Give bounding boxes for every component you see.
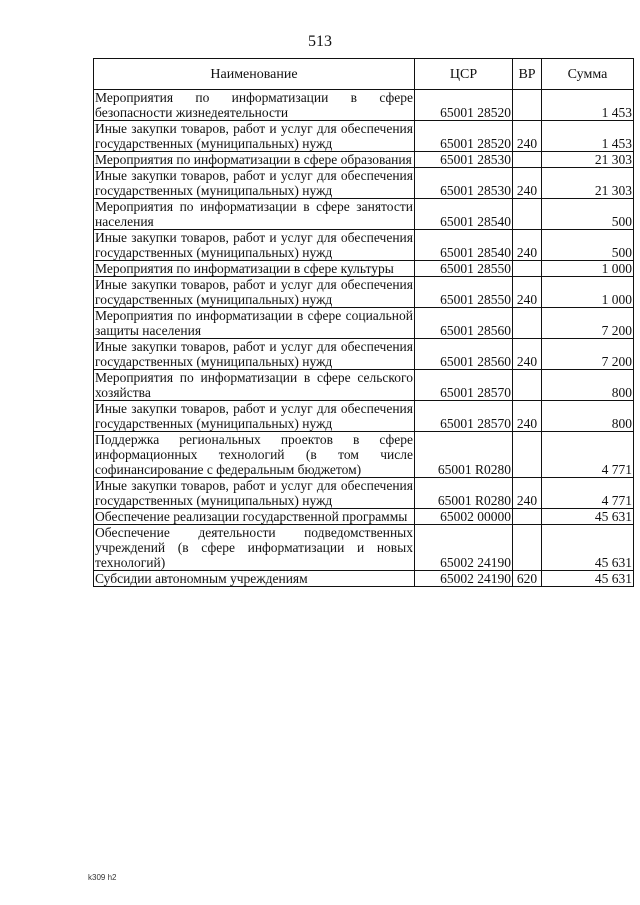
row-name: Мероприятия по информатизации в сфере образования — [94, 152, 415, 168]
row-csr: 65002 24190 — [415, 525, 513, 571]
row-csr: 65002 24190 — [415, 571, 513, 587]
row-sum: 45 631 — [542, 525, 634, 571]
page-number: 513 — [308, 33, 332, 50]
row-sum: 1 453 — [542, 121, 634, 152]
row-vr: 620 — [513, 571, 542, 587]
row-csr: 65001 28530 — [415, 168, 513, 199]
table-row — [94, 277, 634, 308]
row-sum: 1 000 — [542, 261, 634, 277]
row-csr: 65001 28550 — [415, 277, 513, 308]
row-sum: 21 303 — [542, 152, 634, 168]
row-name: Иные закупки товаров, работ и услуг для обеспечения государственных (муниципальных) нужд — [95, 121, 413, 151]
row-vr: 240 — [513, 401, 542, 432]
column-header-csr: ЦСР — [415, 59, 513, 90]
row-csr: 65001 28540 — [415, 199, 513, 230]
table-row — [94, 478, 634, 509]
row-csr: 65002 00000 — [415, 509, 513, 525]
table-row — [94, 370, 634, 401]
row-sum: 4 771 — [542, 432, 634, 478]
row-sum: 21 303 — [542, 168, 634, 199]
row-name: Мероприятия по информатизации в сфере культуры — [94, 261, 415, 277]
table-row — [94, 308, 634, 339]
row-vr — [513, 525, 542, 571]
row-sum: 4 771 — [542, 478, 634, 509]
row-name: Иные закупки товаров, работ и услуг для обеспечения государственных (муниципальных) нужд — [95, 339, 413, 369]
table-row — [94, 509, 634, 525]
table-row — [94, 571, 634, 587]
row-csr: 65001 28540 — [415, 230, 513, 261]
row-vr — [513, 261, 542, 277]
row-csr: 65001 28570 — [415, 370, 513, 401]
column-header-sum: Сумма — [542, 59, 634, 90]
column-header-vr: ВР — [513, 59, 542, 90]
row-sum: 45 631 — [542, 509, 634, 525]
table-body — [94, 90, 634, 587]
row-csr: 65001 28520 — [415, 90, 513, 121]
row-vr: 240 — [513, 478, 542, 509]
row-sum: 500 — [542, 230, 634, 261]
row-sum: 800 — [542, 401, 634, 432]
row-csr: 65001 28530 — [415, 152, 513, 168]
row-csr: 65001 28570 — [415, 401, 513, 432]
table-row — [94, 168, 634, 199]
table-row — [94, 230, 634, 261]
table-row — [94, 339, 634, 370]
table-row — [94, 121, 634, 152]
row-name: Поддержка региональных проектов в сфере информационных технологий (в том числе софинансирование с федеральным бюджетом) — [95, 432, 413, 477]
row-vr — [513, 90, 542, 121]
row-sum: 7 200 — [542, 339, 634, 370]
row-vr: 240 — [513, 339, 542, 370]
row-vr: 240 — [513, 168, 542, 199]
row-name: Иные закупки товаров, работ и услуг для обеспечения государственных (муниципальных) нужд — [95, 168, 413, 198]
column-header-name: Наименование — [94, 59, 415, 90]
row-vr — [513, 509, 542, 525]
row-vr — [513, 370, 542, 401]
row-vr — [513, 308, 542, 339]
row-sum: 1 000 — [542, 277, 634, 308]
row-csr: 65001 R0280 — [415, 478, 513, 509]
row-vr — [513, 199, 542, 230]
row-vr: 240 — [513, 121, 542, 152]
table-header-row — [94, 59, 634, 90]
row-vr — [513, 152, 542, 168]
row-csr: 65001 28560 — [415, 339, 513, 370]
row-csr: 65001 R0280 — [415, 432, 513, 478]
table-row — [94, 199, 634, 230]
row-name: Иные закупки товаров, работ и услуг для обеспечения государственных (муниципальных) нужд — [95, 230, 413, 260]
table-row — [94, 432, 634, 478]
footer-code: k309 h2 — [88, 873, 117, 882]
row-name: Обеспечение деятельности подведомственных учреждений (в сфере информатизации и новых технологий) — [95, 525, 413, 570]
row-name: Мероприятия по информатизации в сфере безопасности жизнедеятельности — [95, 90, 413, 120]
row-name: Мероприятия по информатизации в сфере занятости населения — [95, 199, 413, 229]
row-csr: 65001 28560 — [415, 308, 513, 339]
row-sum: 45 631 — [542, 571, 634, 587]
row-name: Обеспечение реализации государственной программы — [94, 509, 415, 525]
row-vr: 240 — [513, 277, 542, 308]
budget-table — [93, 58, 634, 587]
row-name: Иные закупки товаров, работ и услуг для обеспечения государственных (муниципальных) нужд — [95, 401, 413, 431]
row-name: Мероприятия по информатизации в сфере сельского хозяйства — [95, 370, 413, 400]
row-sum: 1 453 — [542, 90, 634, 121]
table-row — [94, 401, 634, 432]
table-row — [94, 525, 634, 571]
row-vr: 240 — [513, 230, 542, 261]
row-csr: 65001 28520 — [415, 121, 513, 152]
row-sum: 500 — [542, 199, 634, 230]
row-sum: 7 200 — [542, 308, 634, 339]
table-row — [94, 90, 634, 121]
row-name: Субсидии автономным учреждениям — [94, 571, 415, 587]
row-sum: 800 — [542, 370, 634, 401]
row-name: Иные закупки товаров, работ и услуг для обеспечения государственных (муниципальных) нужд — [95, 277, 413, 307]
row-vr — [513, 432, 542, 478]
row-name: Иные закупки товаров, работ и услуг для обеспечения государственных (муниципальных) нужд — [95, 478, 413, 508]
table-row — [94, 261, 634, 277]
row-name: Мероприятия по информатизации в сфере социальной защиты населения — [95, 308, 413, 338]
row-csr: 65001 28550 — [415, 261, 513, 277]
table-row — [94, 152, 634, 168]
